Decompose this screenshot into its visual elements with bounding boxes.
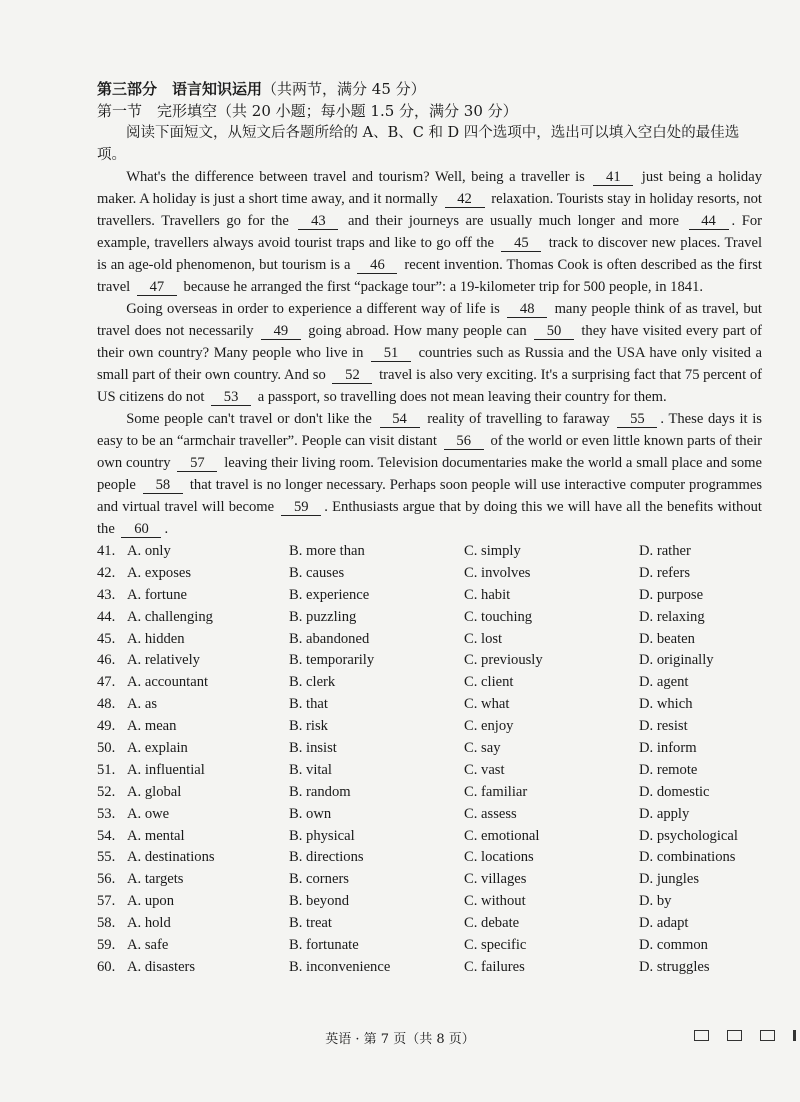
cloze-blank: 43 — [298, 213, 338, 230]
passage-text: they have visited every part of their own country? Many people who live in — [97, 323, 762, 361]
section-title-detail: （共两节，满分 45 分） — [262, 80, 426, 98]
option-a: A. disasters — [127, 958, 196, 975]
option-c: C. what — [464, 696, 510, 713]
option-b: B. physical — [289, 827, 355, 844]
question-number: 56. — [97, 871, 116, 888]
passage-text: Some people can't travel or don't like the — [126, 411, 377, 427]
section-heading — [97, 78, 762, 100]
option-d: D. common — [639, 937, 708, 954]
passage-text: Going overseas in order to experience a different way of life is — [126, 301, 505, 317]
option-row — [97, 935, 762, 957]
option-b: B. beyond — [289, 893, 349, 910]
option-c: C. without — [464, 893, 526, 910]
option-row — [97, 804, 762, 826]
exam-page — [97, 78, 762, 979]
option-d: D. apply — [639, 805, 690, 822]
cloze-blank: 48 — [507, 301, 547, 318]
cloze-blank: 59 — [281, 499, 321, 516]
option-b: B. that — [289, 696, 328, 713]
question-number: 41. — [97, 543, 116, 559]
option-row — [97, 869, 762, 891]
cloze-blank: 56 — [444, 433, 484, 450]
option-d: D. rather — [639, 543, 691, 559]
page-footer: 英语 · 第 7 页（共 8 页） — [325, 1032, 475, 1047]
option-row — [97, 716, 762, 738]
passage-paragraph — [97, 298, 762, 408]
question-number: 54. — [97, 827, 116, 844]
passage-text: a passport, so travelling does not mean leaving their country for them. — [254, 389, 667, 405]
option-c: C. vast — [464, 761, 505, 778]
question-number: 42. — [97, 564, 116, 581]
passage-text: of the world or even little known parts of their own country — [97, 433, 762, 471]
option-d: D. which — [639, 696, 693, 713]
option-b: B. fortunate — [289, 937, 359, 954]
option-a: A. safe — [127, 937, 169, 954]
subsection-detail: （共 20 小题；每小题 1.5 分，满分 30 分） — [217, 102, 518, 120]
option-d: D. purpose — [639, 586, 704, 603]
scan-mark — [727, 1030, 742, 1041]
option-d: D. psychological — [639, 827, 738, 844]
passage-text: What's the difference between travel and tourism? Well, being a traveller is — [126, 169, 591, 185]
passage-text: travel is also very exciting. It's a surprising fact that 75 percent of US citizens do not — [97, 367, 762, 405]
subsection-heading — [97, 100, 762, 122]
section-title: 第三部分 语言知识运用 — [97, 80, 263, 98]
option-row — [97, 760, 762, 782]
option-row — [97, 650, 762, 672]
option-d: D. by — [639, 893, 672, 910]
passage-text: . — [164, 521, 169, 537]
option-row — [97, 672, 762, 694]
option-row — [97, 782, 762, 804]
option-d: D. adapt — [639, 915, 689, 932]
passage-text: reality of travelling to faraway — [422, 411, 615, 427]
instructions: 阅读下面短文，从短文后各题所给的 A、B、C 和 D 四个选项中，选出可以填入空白处的最佳选项。 — [97, 125, 740, 163]
option-c: C. locations — [464, 849, 534, 866]
cloze-blank: 51 — [371, 345, 411, 362]
question-number: 59. — [97, 937, 116, 954]
option-c: C. involves — [464, 564, 531, 581]
option-d: D. agent — [639, 674, 689, 691]
option-b: B. experience — [289, 586, 370, 603]
passage-text: recent invention. Thomas Cook is often described as the first travel — [97, 257, 762, 295]
options-list — [97, 541, 762, 979]
option-row — [97, 541, 762, 563]
question-number: 48. — [97, 696, 116, 713]
option-b: B. abandoned — [289, 630, 370, 647]
option-b: B. vital — [289, 761, 332, 778]
option-b: B. insist — [289, 740, 337, 757]
passage-text: track to discover new places. Travel is an age-old phenomenon, but tourism is a — [97, 235, 763, 273]
cloze-blank: 47 — [137, 279, 177, 296]
option-a: A. upon — [127, 893, 175, 910]
passage-text: leaving their living room. Television documentaries make the world a small place and some people — [97, 455, 762, 493]
option-c: C. familiar — [464, 783, 528, 800]
option-d: D. struggles — [639, 958, 710, 975]
option-c: C. emotional — [464, 827, 540, 844]
option-c: C. simply — [464, 543, 521, 559]
passage-text: countries such as Russia and the USA have only visited a small part of their own country. And so — [97, 345, 762, 383]
cloze-blank: 44 — [689, 213, 729, 230]
question-number: 53. — [97, 805, 116, 822]
question-number: 44. — [97, 608, 116, 625]
question-number: 51. — [97, 761, 116, 778]
passage-text: and their journeys are usually much longer and more — [341, 213, 686, 229]
option-c: C. failures — [464, 958, 525, 975]
option-c: C. previously — [464, 652, 543, 669]
option-d: D. relaxing — [639, 608, 705, 625]
scan-marks — [694, 1030, 796, 1041]
passage-text: because he arranged the first “package tour”: a 19-kilometer trip for 500 people, in 1841. — [179, 279, 704, 295]
option-row — [97, 891, 762, 913]
option-a: A. hold — [127, 915, 171, 932]
option-a: A. fortune — [127, 586, 187, 603]
option-c: C. lost — [464, 630, 503, 647]
option-b: B. corners — [289, 871, 349, 888]
option-b: B. temporarily — [289, 652, 375, 669]
option-row — [97, 826, 762, 848]
passage-paragraph — [97, 408, 762, 540]
option-c: C. client — [464, 674, 514, 691]
option-b: B. causes — [289, 564, 345, 581]
passage-text: just being a holiday maker. A holiday is just a short time away, and it normally — [97, 169, 762, 207]
option-d: D. resist — [639, 718, 688, 735]
option-b: B. risk — [289, 718, 328, 735]
question-number: 46. — [97, 652, 116, 669]
option-d: D. combinations — [639, 849, 736, 866]
option-row — [97, 957, 762, 979]
option-d: D. beaten — [639, 630, 695, 647]
option-c: C. villages — [464, 871, 527, 888]
option-row — [97, 629, 762, 651]
option-c: C. say — [464, 740, 501, 757]
cloze-blank: 46 — [357, 257, 397, 274]
option-a: A. mean — [127, 718, 177, 735]
option-b: B. clerk — [289, 674, 336, 691]
passage-text: . These days it is easy to be an “armchair traveller”. People can visit distant — [97, 411, 762, 449]
option-a: A. owe — [127, 805, 170, 822]
cloze-passage — [97, 166, 762, 540]
question-number: 50. — [97, 740, 116, 757]
subsection-label: 第一节 完形填空 — [97, 102, 218, 120]
option-c: C. debate — [464, 915, 520, 932]
option-row — [97, 607, 762, 629]
question-number: 60. — [97, 958, 116, 975]
option-b: B. puzzling — [289, 608, 357, 625]
option-c: C. touching — [464, 608, 533, 625]
scan-mark — [760, 1030, 775, 1041]
question-number: 58. — [97, 915, 116, 932]
passage-text: . For example, travellers always avoid tourist traps and like to go off the — [97, 213, 762, 251]
option-c: C. specific — [464, 937, 527, 954]
option-a: A. mental — [127, 827, 185, 844]
passage-text: going abroad. How many people can — [303, 323, 531, 339]
option-a: A. accountant — [127, 674, 209, 691]
option-c: C. enjoy — [464, 718, 514, 735]
option-a: A. hidden — [127, 630, 185, 647]
question-number: 57. — [97, 893, 116, 910]
question-number: 47. — [97, 674, 116, 691]
option-a: A. only — [127, 543, 171, 559]
passage-paragraph — [97, 166, 762, 298]
option-d: D. originally — [639, 652, 714, 669]
cloze-blank: 49 — [261, 323, 301, 340]
option-b: B. inconvenience — [289, 958, 391, 975]
option-d: D. refers — [639, 564, 691, 581]
option-row — [97, 585, 762, 607]
option-c: C. assess — [464, 805, 517, 822]
option-row — [97, 913, 762, 935]
option-d: D. inform — [639, 740, 697, 757]
cloze-blank: 41 — [593, 169, 633, 186]
passage-text: . Enthusiasts argue that by doing this we will have all the benefits without the — [97, 499, 762, 537]
cloze-blank: 52 — [332, 367, 372, 384]
cloze-blank: 55 — [617, 411, 657, 428]
option-a: A. explain — [127, 740, 188, 757]
option-b: B. own — [289, 805, 332, 822]
option-a: A. influential — [127, 761, 205, 778]
option-a: A. as — [127, 696, 157, 713]
cloze-blank: 58 — [143, 477, 183, 494]
option-b: B. directions — [289, 849, 364, 866]
question-number: 45. — [97, 630, 116, 647]
scan-mark — [694, 1030, 709, 1041]
question-number: 52. — [97, 783, 116, 800]
cloze-blank: 50 — [534, 323, 574, 340]
cloze-blank: 54 — [380, 411, 420, 428]
option-b: B. treat — [289, 915, 332, 932]
option-a: A. challenging — [127, 608, 213, 625]
cloze-blank: 42 — [445, 191, 485, 208]
cloze-blank: 53 — [211, 389, 251, 406]
option-a: A. targets — [127, 871, 184, 888]
option-row — [97, 563, 762, 585]
option-row — [97, 738, 762, 760]
option-a: A. exposes — [127, 564, 192, 581]
cloze-blank: 57 — [177, 455, 217, 472]
option-row — [97, 694, 762, 716]
cloze-blank: 60 — [121, 521, 161, 538]
cloze-blank: 45 — [501, 235, 541, 252]
scan-mark — [793, 1030, 796, 1041]
passage-text: relaxation. Tourists stay in holiday resorts, not travellers. Travellers go for the — [97, 191, 762, 229]
option-d: D. domestic — [639, 783, 710, 800]
option-c: C. habit — [464, 586, 511, 603]
option-d: D. remote — [639, 761, 698, 778]
option-a: A. global — [127, 783, 182, 800]
question-number: 55. — [97, 849, 116, 866]
passage-text: that travel is no longer necessary. Perhaps soon people will use interactive computer programmes and virtual travel will become — [97, 477, 762, 515]
option-d: D. jungles — [639, 871, 699, 888]
option-b: B. more than — [289, 543, 365, 559]
option-a: A. relatively — [127, 652, 200, 669]
option-row — [97, 847, 762, 869]
option-a: A. destinations — [127, 849, 215, 866]
passage-text: many people think of as travel, but travel does not necessarily — [97, 301, 762, 339]
question-number: 49. — [97, 718, 116, 735]
option-b: B. random — [289, 783, 351, 800]
question-number: 43. — [97, 586, 116, 603]
